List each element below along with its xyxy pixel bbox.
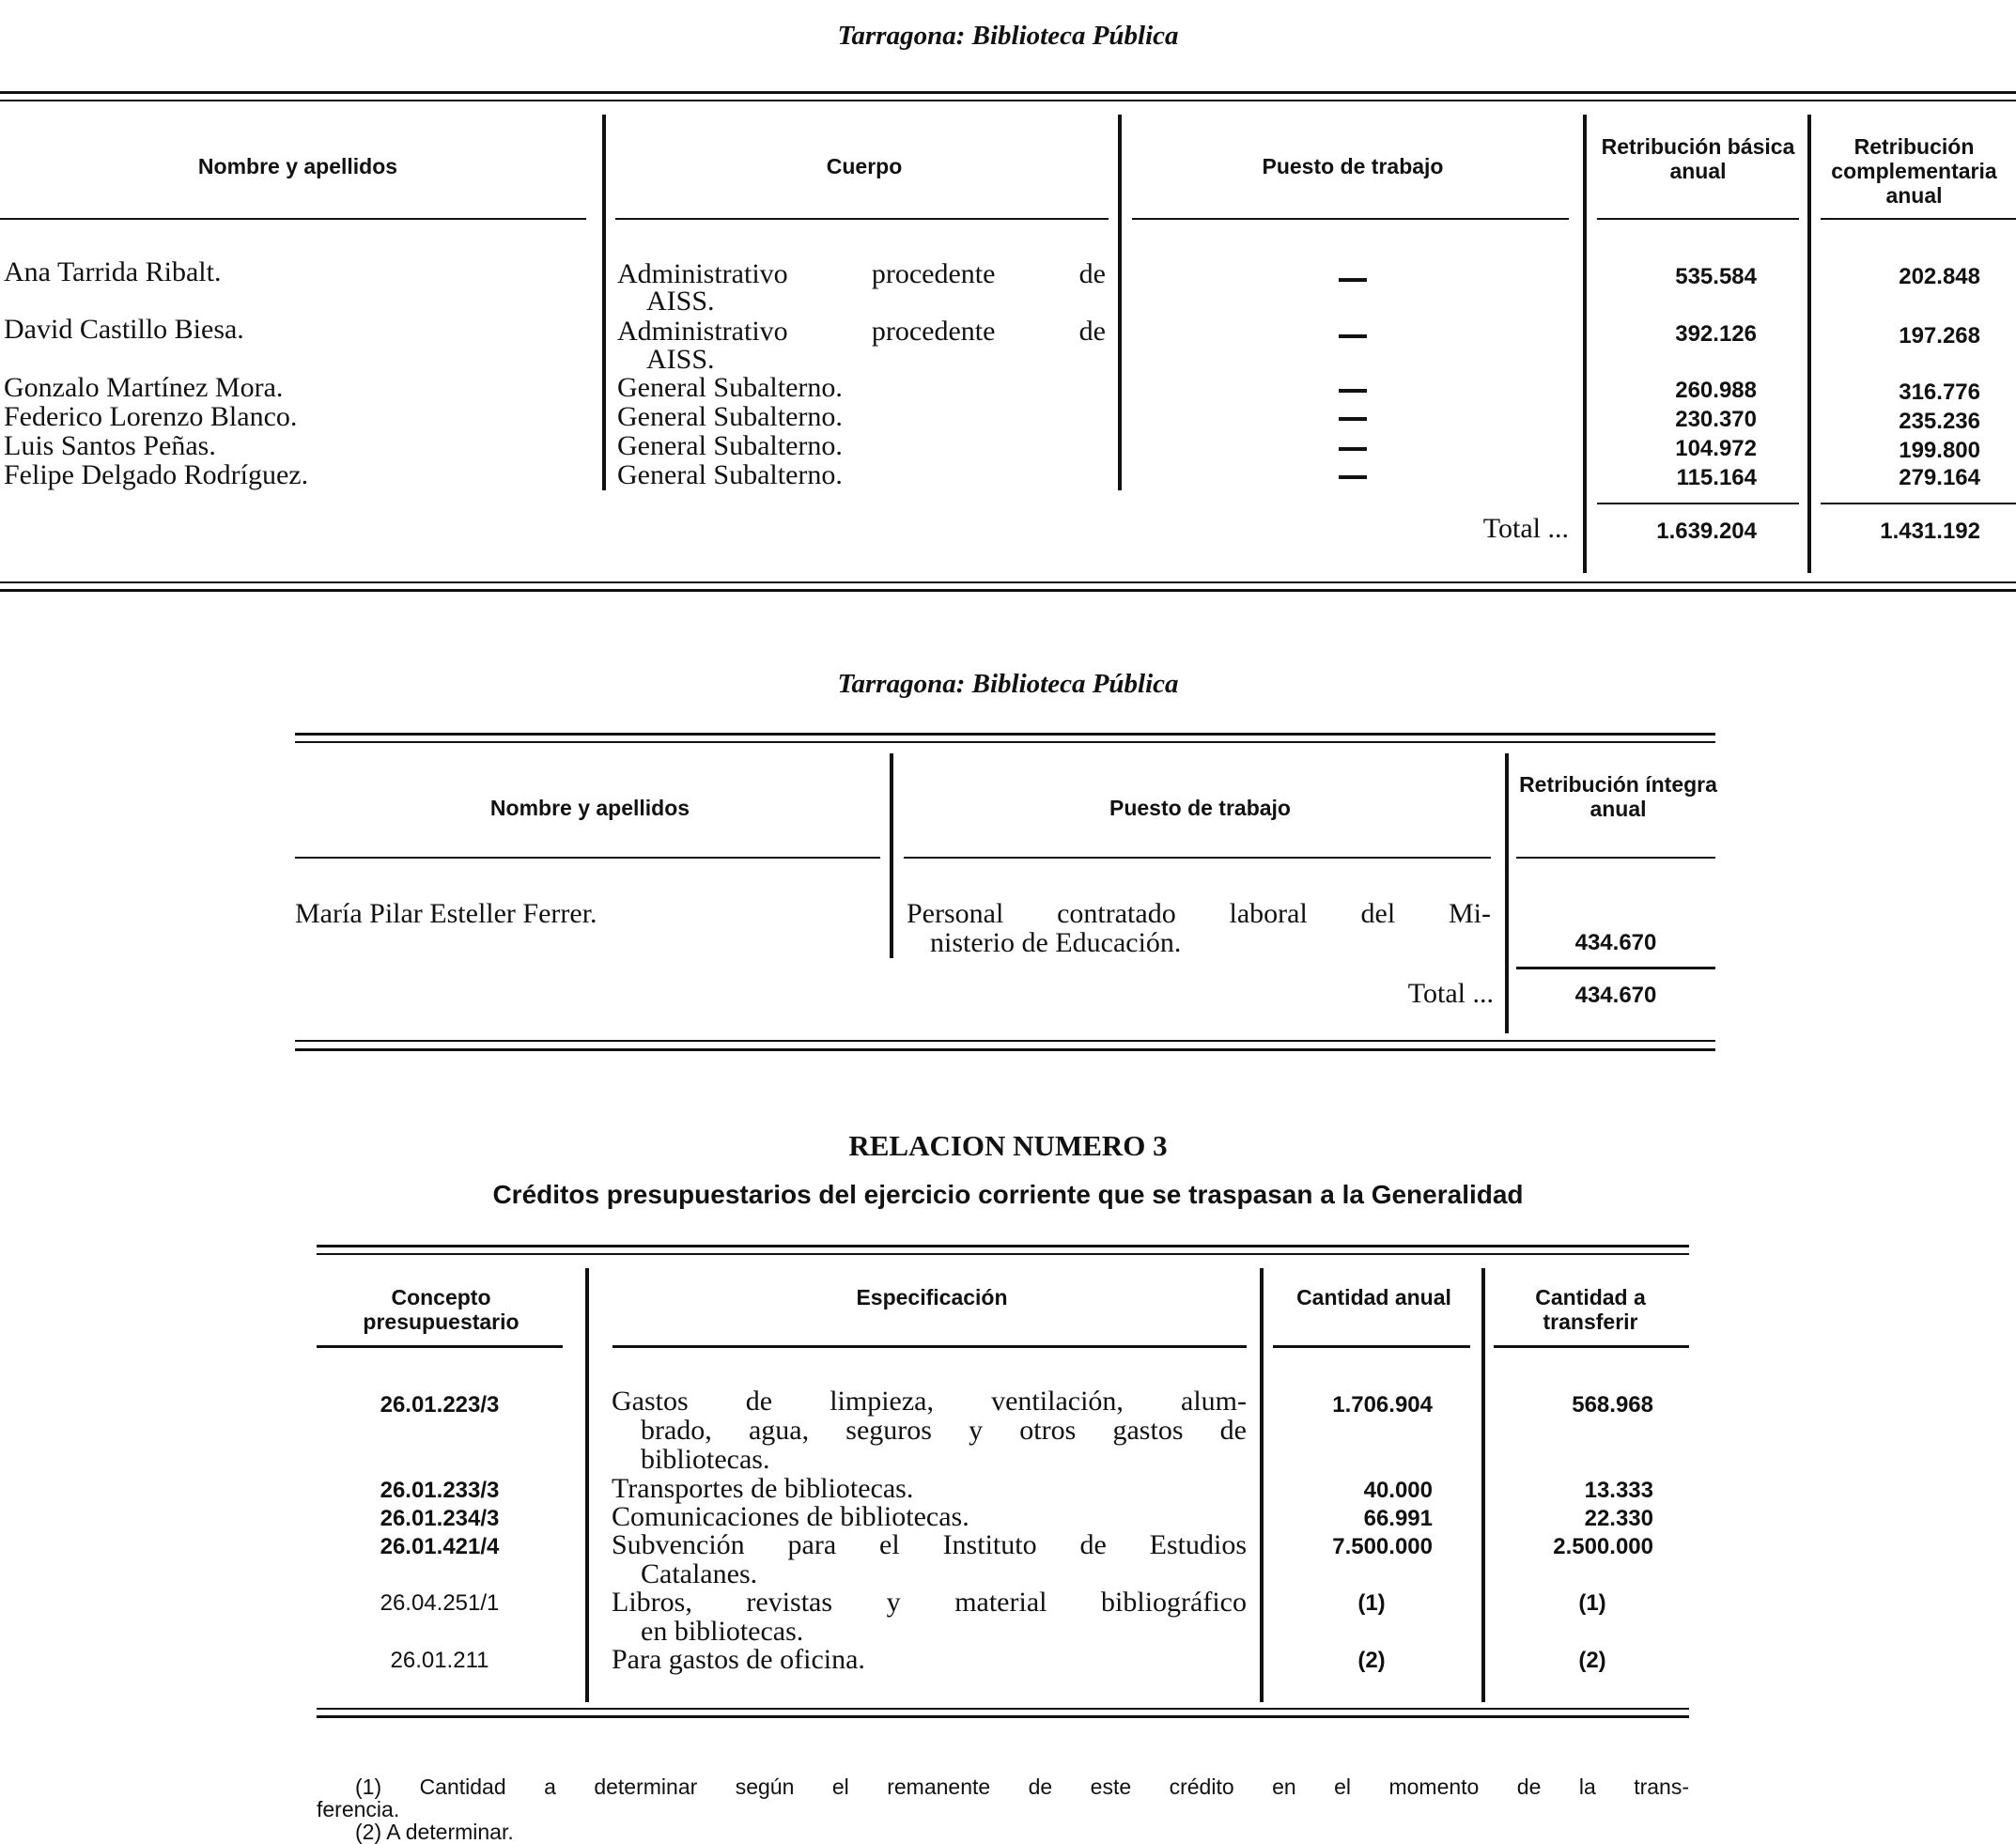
rule xyxy=(317,1245,1689,1247)
cell-concepto: 26.01.223/3 xyxy=(380,1392,500,1418)
column-divider xyxy=(1260,1268,1264,1702)
column-divider xyxy=(1583,115,1587,573)
cell-complementaria: 202.848 xyxy=(1899,264,1980,289)
rule xyxy=(295,1048,1715,1051)
cell-complementaria: 279.164 xyxy=(1899,465,1980,490)
table2-title: Tarragona: Biblioteca Pública xyxy=(837,669,1179,699)
cell-transferir: 13.333 xyxy=(1584,1478,1653,1503)
cell-basica: 260.988 xyxy=(1675,378,1757,403)
rule xyxy=(0,91,2016,94)
header-rule xyxy=(904,857,1491,859)
cell-nombre: David Castillo Biesa. xyxy=(4,314,244,345)
cell-cuerpo-cont: AISS. xyxy=(646,344,715,375)
cell-transferir: (2) xyxy=(1578,1648,1606,1673)
cell-especificacion: Gastos de limpieza, ventilación, alum- xyxy=(612,1386,1247,1417)
cell-concepto: 26.01.421/4 xyxy=(380,1534,500,1559)
cell-nombre: Felipe Delgado Rodríguez. xyxy=(4,459,309,490)
cell-anual: 66.991 xyxy=(1363,1506,1433,1531)
header-puesto: Puesto de trabajo xyxy=(1109,796,1291,820)
cell-especificacion-cont: Catalanes. xyxy=(641,1558,758,1589)
cell-cuerpo-cont: AISS. xyxy=(646,286,715,317)
footnote-1: (1) Cantidad a determinar según el remanente de este crédito en el momento de la trans- xyxy=(355,1774,1689,1799)
header-especificacion: Especificación xyxy=(856,1285,1008,1309)
cell-transferir: 22.330 xyxy=(1584,1506,1653,1531)
header-rule xyxy=(615,218,1109,220)
cell-especificacion-cont: bibliotecas. xyxy=(641,1444,770,1475)
footnote-1-cont: ferencia. xyxy=(317,1797,400,1821)
total-complementaria: 1.431.192 xyxy=(1880,519,1980,544)
header-nombre: Nombre y apellidos xyxy=(197,154,398,178)
total-rule xyxy=(1597,503,1799,504)
header-rule xyxy=(1516,857,1715,859)
header-complementaria: Retribución complementaria anual xyxy=(1831,134,1997,208)
empty-dash xyxy=(1339,475,1367,479)
table1-title: Tarragona: Biblioteca Pública xyxy=(837,21,1179,51)
cell-anual: (2) xyxy=(1357,1648,1386,1673)
cell-transferir: (1) xyxy=(1578,1590,1606,1616)
empty-dash xyxy=(1339,278,1367,282)
cell-cuerpo: Administrativo procedente de xyxy=(617,258,1106,289)
column-divider xyxy=(1505,753,1509,1033)
column-divider xyxy=(1481,1268,1485,1702)
cell-basica: 104.972 xyxy=(1675,436,1757,461)
cell-nombre: Federico Lorenzo Blanco. xyxy=(4,401,298,432)
cell-transferir: 568.968 xyxy=(1572,1392,1653,1418)
relacion-title: RELACION NUMERO 3 xyxy=(848,1129,1168,1162)
header-transferir: Cantidad a transferir xyxy=(1535,1285,1646,1334)
cell-nombre: María Pilar Esteller Ferrer. xyxy=(295,898,597,929)
rule xyxy=(0,581,2016,583)
total-label: Total ... xyxy=(1482,513,1569,544)
cell-complementaria: 235.236 xyxy=(1899,409,1980,434)
empty-dash xyxy=(1339,447,1367,451)
cell-cuerpo: General Subalterno. xyxy=(617,372,843,403)
cell-especificacion-cont: brado, agua, seguros y otros gastos de xyxy=(641,1415,1247,1446)
cell-especificacion: Subvención para el Instituto de Estudios xyxy=(612,1529,1247,1560)
empty-dash xyxy=(1339,417,1367,421)
rule xyxy=(295,1040,1715,1042)
cell-basica: 535.584 xyxy=(1675,264,1757,289)
header-cuerpo: Cuerpo xyxy=(826,154,903,178)
rule xyxy=(317,1253,1689,1255)
cell-especificacion-cont: en bibliotecas. xyxy=(641,1616,804,1647)
header-rule xyxy=(1132,218,1569,220)
cell-basica: 115.164 xyxy=(1676,465,1757,490)
cell-cuerpo: General Subalterno. xyxy=(617,430,843,461)
cell-especificacion: Comunicaciones de bibliotecas. xyxy=(612,1501,969,1532)
rule xyxy=(317,1715,1689,1718)
header-nombre: Nombre y apellidos xyxy=(489,796,690,820)
header-rule xyxy=(1494,1345,1689,1348)
total-basica: 1.639.204 xyxy=(1656,519,1757,544)
cell-nombre: Luis Santos Peñas. xyxy=(4,430,216,461)
cell-concepto: 26.04.251/1 xyxy=(380,1590,500,1616)
rule xyxy=(295,741,1715,743)
rule xyxy=(0,100,2016,101)
header-puesto: Puesto de trabajo xyxy=(1262,154,1444,178)
cell-concepto: 26.01.233/3 xyxy=(380,1478,500,1503)
cell-basica: 230.370 xyxy=(1675,407,1757,432)
footnote-2: (2) A determinar. xyxy=(355,1820,514,1844)
cell-nombre: Gonzalo Martínez Mora. xyxy=(4,372,284,403)
header-rule xyxy=(1597,218,1799,220)
header-rule xyxy=(613,1345,1247,1348)
cell-concepto: 26.01.234/3 xyxy=(380,1506,500,1531)
column-divider xyxy=(890,753,893,958)
total-retribucion: 434.670 xyxy=(1574,983,1657,1008)
column-divider xyxy=(1118,115,1122,490)
header-basica: Retribución básica anual xyxy=(1601,134,1795,183)
cell-anual: 40.000 xyxy=(1363,1478,1433,1503)
cell-puesto-cont: nisterio de Educación. xyxy=(930,927,1182,958)
header-rule xyxy=(295,857,880,859)
cell-transferir: 2.500.000 xyxy=(1553,1534,1653,1559)
cell-concepto: 26.01.211 xyxy=(390,1648,489,1673)
cell-complementaria: 316.776 xyxy=(1899,380,1980,405)
cell-anual: (1) xyxy=(1357,1590,1386,1616)
cell-anual: 7.500.000 xyxy=(1332,1534,1433,1559)
column-divider xyxy=(602,115,606,490)
relacion-subtitle: Créditos presupuestarios del ejercicio corriente que se traspasan a la Generalidad xyxy=(492,1180,1524,1209)
empty-dash xyxy=(1339,334,1367,338)
rule xyxy=(317,1708,1689,1710)
column-divider xyxy=(585,1268,589,1702)
total-label: Total ... xyxy=(1407,978,1494,1009)
header-rule xyxy=(317,1345,563,1348)
rule xyxy=(0,589,2016,592)
cell-nombre: Ana Tarrida Ribalt. xyxy=(4,256,222,287)
cell-especificacion: Libros, revistas y material bibliográfico xyxy=(612,1587,1247,1618)
cell-especificacion: Transportes de bibliotecas. xyxy=(612,1473,914,1504)
column-divider xyxy=(1807,115,1811,573)
cell-anual: 1.706.904 xyxy=(1332,1392,1433,1418)
header-rule xyxy=(1273,1345,1470,1348)
cell-cuerpo: Administrativo procedente de xyxy=(617,316,1106,347)
cell-puesto: Personal contratado laboral del Mi- xyxy=(907,898,1491,929)
cell-cuerpo: General Subalterno. xyxy=(617,459,843,490)
header-rule xyxy=(1821,218,2016,220)
header-concepto: Concepto presupuestario xyxy=(363,1285,520,1334)
total-rule xyxy=(1821,503,2016,504)
cell-basica: 392.126 xyxy=(1675,321,1757,347)
total-rule xyxy=(1516,967,1715,969)
cell-complementaria: 197.268 xyxy=(1899,323,1980,349)
header-anual: Cantidad anual xyxy=(1296,1285,1451,1309)
rule xyxy=(295,733,1715,736)
header-rule xyxy=(0,218,586,220)
cell-especificacion: Para gastos de oficina. xyxy=(612,1644,865,1675)
cell-retribucion: 434.670 xyxy=(1574,930,1657,955)
header-retribucion: Retribución íntegra anual xyxy=(1519,772,1717,821)
cell-cuerpo: General Subalterno. xyxy=(617,401,843,432)
empty-dash xyxy=(1339,389,1367,393)
cell-complementaria: 199.800 xyxy=(1899,438,1980,463)
